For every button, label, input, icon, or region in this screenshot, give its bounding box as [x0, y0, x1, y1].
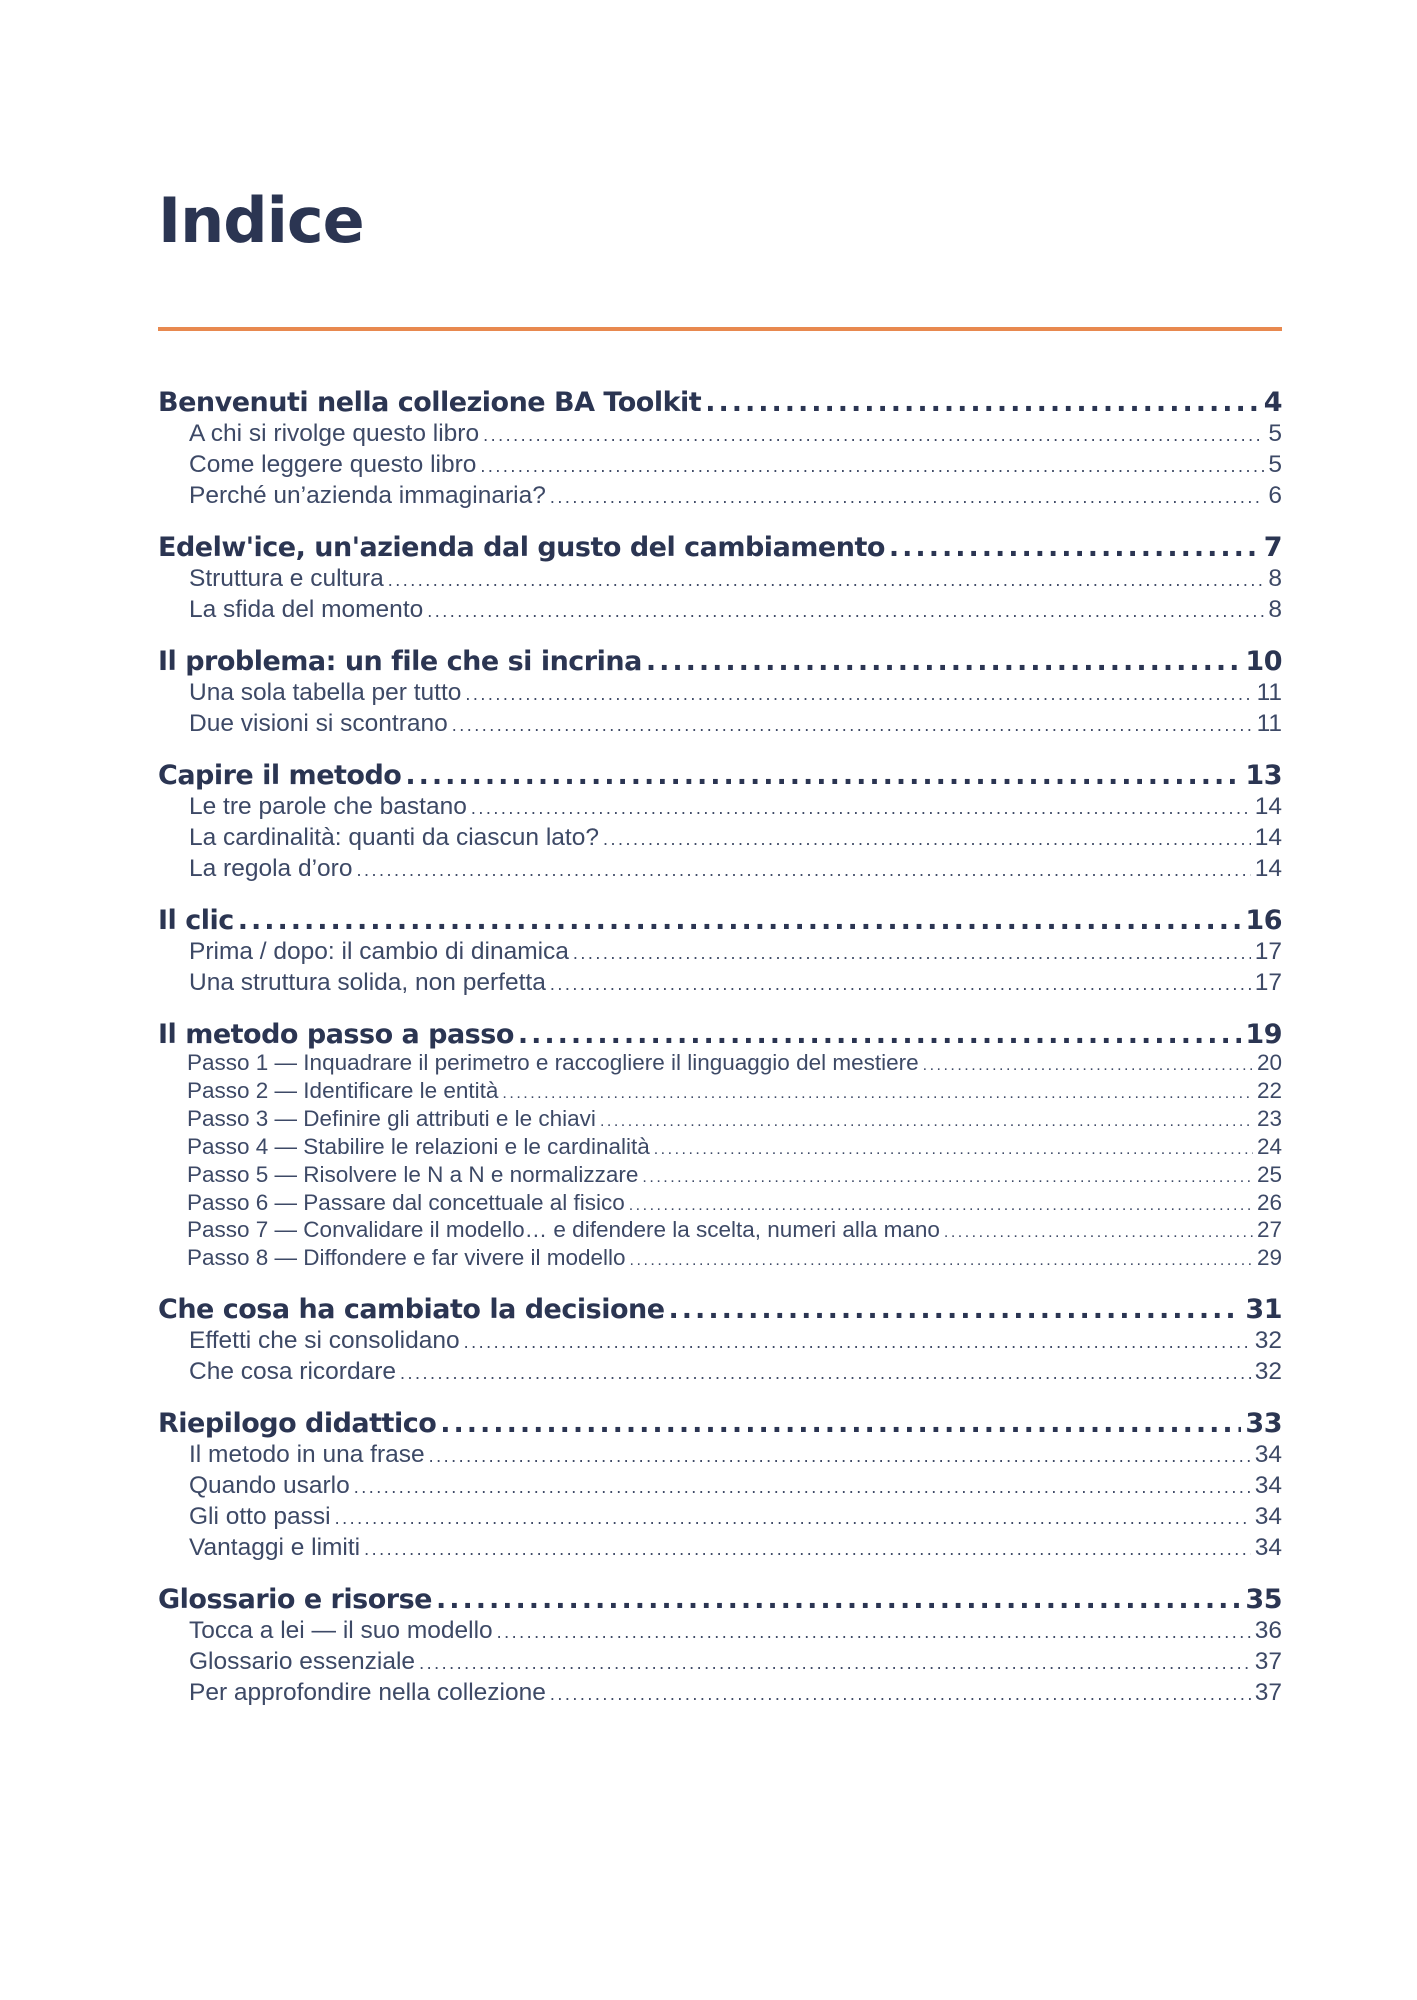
dot-leader	[629, 1194, 1253, 1219]
toc-chapter-entry-title: Benvenuti nella collezione BA Toolkit	[158, 387, 702, 418]
toc-subentry-title: La cardinalità: quanti da ciascun lato?	[189, 824, 599, 851]
dot-leader	[705, 386, 1260, 419]
toc-chapter-entry-page-number: 31	[1245, 1294, 1282, 1326]
toc-chapter-entry-title: Il clic	[158, 905, 234, 936]
toc-subentry[interactable]	[158, 595, 1282, 626]
toc-chapter-entry[interactable]	[158, 645, 1282, 678]
toc-subentry-page-number: 17	[1254, 938, 1282, 965]
toc-subentry[interactable]	[158, 1440, 1282, 1471]
dot-leader	[669, 1293, 1242, 1326]
toc-subentry[interactable]	[158, 1218, 1282, 1246]
toc-subentry-page-number: 29	[1256, 1245, 1282, 1271]
title-divider	[158, 327, 1282, 331]
toc-subentry-title: Tocca a lei — il suo modello	[189, 1617, 493, 1645]
toc-chapter-entry[interactable]	[158, 1018, 1282, 1051]
toc-subentry-page-number: 32	[1254, 1358, 1282, 1386]
dot-leader	[642, 1166, 1253, 1191]
toc-subentry[interactable]	[158, 1135, 1282, 1163]
toc-subentry[interactable]	[158, 481, 1282, 512]
toc-subentry-page-number: 34	[1254, 1534, 1282, 1562]
toc-subentry-page-number: 5	[1268, 451, 1282, 478]
toc-chapter-entry[interactable]	[158, 1583, 1282, 1616]
toc-subentry-page-number: 20	[1256, 1050, 1282, 1075]
dot-leader	[654, 1138, 1253, 1163]
toc-subentry[interactable]	[158, 1471, 1282, 1502]
toc-subentry-page-number: 37	[1254, 1679, 1282, 1707]
toc-chapter-entry[interactable]	[158, 531, 1282, 564]
toc-subentry-title: Quando usarlo	[189, 1472, 350, 1500]
toc-chapter-entry[interactable]	[158, 1293, 1282, 1326]
toc-section	[158, 904, 1282, 999]
toc-subentry[interactable]	[158, 709, 1282, 740]
toc-subentry-title: Gli otto passi	[189, 1503, 331, 1531]
toc-subentry-title: Vantaggi e limiti	[189, 1534, 361, 1562]
toc-subentry-page-number: 34	[1254, 1441, 1282, 1469]
toc-chapter-entry-page-number: 4	[1263, 387, 1282, 418]
toc-chapter-entry-page-number: 16	[1245, 905, 1282, 936]
dot-leader	[405, 759, 1241, 792]
toc-chapter-entry-title: Il metodo passo a passo	[158, 1019, 514, 1050]
dot-leader	[356, 856, 1250, 885]
toc-subentry[interactable]	[158, 1357, 1282, 1388]
toc-subentry-title: Passo 1 — Inquadrare il perimetro e raccogliere il linguaggio del mestiere	[187, 1050, 919, 1075]
toc-subentry-title: Passo 8 — Diffondere e far vivere il modello	[187, 1245, 626, 1271]
toc-subentry-title: Struttura e cultura	[189, 565, 384, 592]
toc-subentry-title: Una struttura solida, non perfetta	[189, 969, 546, 996]
toc-subentry-title: Glossario essenziale	[189, 1648, 416, 1676]
toc-chapter-entry-page-number: 19	[1245, 1019, 1282, 1050]
toc-subentry[interactable]	[158, 1079, 1282, 1107]
toc-subentry-page-number: 34	[1254, 1503, 1282, 1531]
dot-leader	[238, 904, 1242, 937]
toc-subentry-page-number: 14	[1254, 824, 1282, 851]
toc-subentry-title: Perché un’azienda immaginaria?	[189, 482, 546, 509]
dot-leader	[354, 1473, 1251, 1502]
dot-leader	[518, 1018, 1242, 1051]
dot-leader	[452, 711, 1253, 740]
toc-section	[158, 531, 1282, 626]
toc-subentry-title: Le tre parole che bastano	[189, 793, 467, 820]
toc-subentry[interactable]	[158, 823, 1282, 854]
toc-subentry[interactable]	[158, 450, 1282, 481]
toc-chapter-entry[interactable]	[158, 1407, 1282, 1440]
toc-chapter-entry-page-number: 33	[1245, 1408, 1282, 1440]
dot-leader	[388, 566, 1265, 595]
toc-subentry[interactable]	[158, 1191, 1282, 1219]
toc-subentry-title: Che cosa ricordare	[189, 1358, 396, 1386]
toc-subentry-page-number: 24	[1256, 1133, 1282, 1159]
dot-leader	[440, 1407, 1241, 1440]
toc-chapter-entry-title: Il problema: un file che si incrina	[158, 646, 642, 677]
toc-subentry-page-number: 27	[1256, 1217, 1282, 1243]
toc-subentry[interactable]	[158, 1616, 1282, 1647]
toc-subentry-page-number: 32	[1254, 1327, 1282, 1355]
toc-subentry[interactable]	[158, 1533, 1282, 1564]
toc-subentry-page-number: 25	[1256, 1161, 1282, 1187]
toc-subentry-title: La regola d’oro	[189, 855, 353, 882]
dot-leader	[436, 1583, 1241, 1616]
dot-leader	[923, 1054, 1253, 1079]
toc-subentry[interactable]	[158, 678, 1282, 709]
toc-subentry[interactable]	[158, 1163, 1282, 1191]
toc-subentry[interactable]	[158, 854, 1282, 885]
dot-leader	[550, 483, 1265, 512]
toc-chapter-entry-page-number: 13	[1245, 760, 1282, 791]
dot-leader	[335, 1504, 1251, 1533]
toc-subentry-title: Effetti che si consolidano	[189, 1327, 460, 1355]
dot-leader	[497, 1618, 1251, 1647]
toc-subentry-page-number: 8	[1268, 565, 1282, 592]
toc-subentry-title: Passo 3 — Definire gli attributi e le chiavi	[187, 1105, 596, 1131]
toc-subentry-title: Per approfondire nella collezione	[189, 1679, 546, 1707]
toc-subentry-page-number: 34	[1254, 1472, 1282, 1500]
toc-subentry-page-number: 23	[1256, 1105, 1282, 1131]
toc-subentry[interactable]	[158, 1678, 1282, 1709]
dot-leader	[944, 1221, 1253, 1246]
toc-subentry-title: Passo 2 — Identificare le entità	[187, 1077, 499, 1103]
dot-leader	[603, 825, 1251, 854]
dot-leader	[550, 970, 1251, 999]
toc-subentry[interactable]	[158, 1502, 1282, 1533]
toc-subentry-page-number: 26	[1256, 1189, 1282, 1215]
toc-chapter-entry[interactable]	[158, 759, 1282, 792]
toc-subentry[interactable]	[158, 1326, 1282, 1357]
toc-section	[158, 1407, 1282, 1564]
toc-subentry[interactable]	[158, 419, 1282, 450]
dot-leader	[429, 1442, 1251, 1471]
toc-section	[158, 1018, 1282, 1274]
toc-chapter-entry-page-number: 35	[1245, 1584, 1282, 1616]
toc-chapter-entry-title: Che cosa ha cambiato la decisione	[158, 1294, 665, 1326]
toc-subentry-page-number: 14	[1254, 855, 1282, 882]
toc-subentry[interactable]	[158, 968, 1282, 999]
dot-leader	[646, 645, 1242, 678]
toc-chapter-entry-title: Edelw'ice, un'azienda dal gusto del cambiamento	[158, 532, 885, 563]
toc-subentry-title: Come leggere questo libro	[189, 451, 477, 478]
toc-section	[158, 1293, 1282, 1388]
toc-subentry[interactable]	[158, 564, 1282, 595]
toc-subentry-page-number: 36	[1254, 1617, 1282, 1645]
toc-subentry-title: Due visioni si scontrano	[189, 710, 448, 737]
table-of-contents	[158, 386, 1282, 1728]
toc-subentry-page-number: 6	[1268, 482, 1282, 509]
toc-subentry-page-number: 11	[1256, 679, 1282, 706]
toc-subentry-title: Il metodo in una frase	[189, 1441, 425, 1469]
toc-subentry[interactable]	[158, 937, 1282, 968]
dot-leader	[400, 1359, 1251, 1388]
toc-subentry-title: Passo 4 — Stabilire le relazioni e le cardinalità	[187, 1133, 650, 1159]
toc-subentry[interactable]	[158, 1647, 1282, 1678]
dot-leader	[364, 1535, 1251, 1564]
toc-subentry[interactable]	[158, 792, 1282, 823]
toc-chapter-entry-page-number: 10	[1245, 646, 1282, 677]
toc-chapter-entry-title: Riepilogo didattico	[158, 1408, 437, 1440]
toc-subentry-title: Passo 7 — Convalidare il modello… e difendere la scelta, numeri alla mano	[187, 1217, 940, 1243]
toc-subentry-title: Prima / dopo: il cambio di dinamica	[189, 938, 569, 965]
toc-subentry[interactable]	[158, 1051, 1282, 1079]
dot-leader	[889, 531, 1260, 564]
toc-subentry-page-number: 11	[1256, 710, 1282, 737]
toc-subentry-page-number: 14	[1254, 793, 1282, 820]
dot-leader	[427, 597, 1264, 626]
dot-leader	[483, 421, 1264, 450]
toc-chapter-entry[interactable]	[158, 386, 1282, 419]
toc-subentry-title: A chi si rivolge questo libro	[189, 420, 480, 447]
toc-subentry-page-number: 17	[1254, 969, 1282, 996]
dot-leader	[464, 1328, 1251, 1357]
dot-leader	[630, 1249, 1253, 1274]
dot-leader	[465, 680, 1252, 709]
toc-subentry-title: Passo 5 — Risolvere le N a N e normalizzare	[187, 1161, 639, 1187]
dot-leader	[550, 1680, 1251, 1709]
dot-leader	[471, 794, 1251, 823]
toc-section	[158, 1583, 1282, 1709]
toc-chapter-entry-title: Capire il metodo	[158, 760, 402, 791]
toc-subentry-page-number: 5	[1268, 420, 1282, 447]
dot-leader	[502, 1082, 1253, 1107]
toc-chapter-entry-page-number: 7	[1263, 532, 1282, 563]
page-title: Indice	[158, 184, 364, 257]
toc-chapter-entry-title: Glossario e risorse	[158, 1584, 432, 1616]
toc-subentry[interactable]	[158, 1246, 1282, 1274]
dot-leader	[573, 939, 1251, 968]
toc-subentry-page-number: 8	[1268, 596, 1282, 623]
toc-subentry-page-number: 37	[1254, 1648, 1282, 1676]
dot-leader	[419, 1649, 1251, 1678]
toc-subentry[interactable]	[158, 1107, 1282, 1135]
toc-subentry-title: Una sola tabella per tutto	[189, 679, 462, 706]
toc-subentry-title: Passo 6 — Passare dal concettuale al fisico	[187, 1189, 625, 1215]
toc-subentry-page-number: 22	[1256, 1077, 1282, 1103]
dot-leader	[600, 1110, 1253, 1135]
toc-section	[158, 645, 1282, 740]
toc-section	[158, 759, 1282, 885]
toc-subentry-title: La sfida del momento	[189, 596, 424, 623]
dot-leader	[480, 452, 1264, 481]
toc-chapter-entry[interactable]	[158, 904, 1282, 937]
toc-section	[158, 386, 1282, 512]
